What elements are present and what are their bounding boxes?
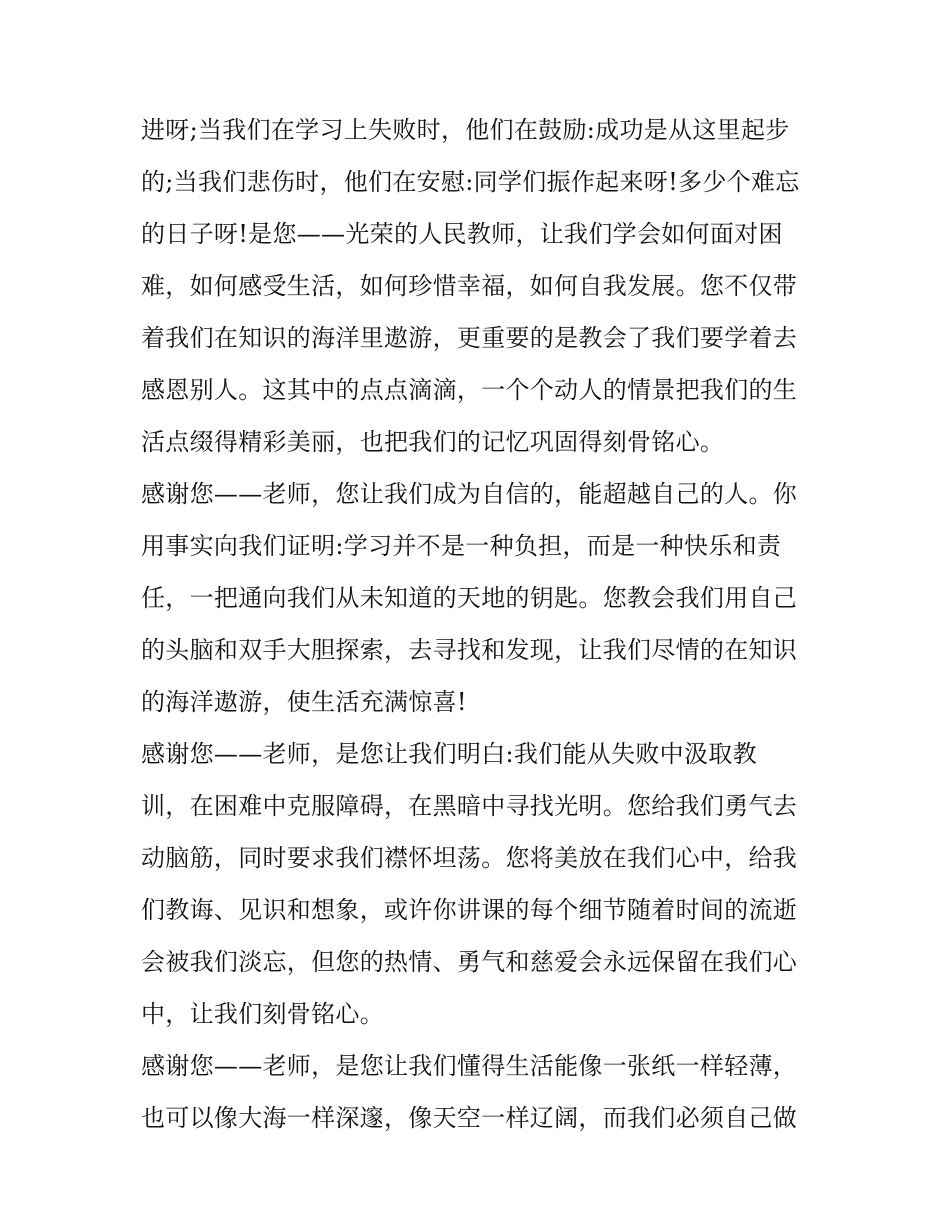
text-line-14: 训，在困难中克服障碍，在黑暗中寻找光明。您给我们勇气去 bbox=[141, 792, 798, 820]
text-line-6: 感恩别人。这其中的点点滴滴，一个个动人的情景把我们的生 bbox=[141, 376, 798, 404]
text-line-13: 感谢您——老师，是您让我们明白:我们能从失败中汲取教 bbox=[141, 740, 757, 768]
body-text bbox=[141, 104, 821, 1144]
text-line-18: 中，让我们刻骨铭心。 bbox=[141, 1000, 384, 1028]
text-line-16: 们教诲、见识和想象，或许你讲课的每个细节随着时间的流逝 bbox=[141, 896, 798, 924]
text-line-19: 感谢您——老师，是您让我们懂得生活能像一张纸一样轻薄， bbox=[141, 1052, 798, 1080]
text-line-9: 用事实向我们证明:学习并不是一种负担，而是一种快乐和责 bbox=[141, 532, 782, 560]
text-line-7: 活点缀得精彩美丽，也把我们的记忆巩固得刻骨铭心。 bbox=[141, 428, 725, 456]
text-line-1: 进呀;当我们在学习上失败时，他们在鼓励:成功是从这里起步 bbox=[141, 116, 790, 144]
text-line-12: 的海洋遨游，使生活充满惊喜! bbox=[141, 688, 467, 716]
text-line-2: 的;当我们悲伤时，他们在安慰:同学们振作起来呀!多少个难忘 bbox=[141, 168, 800, 196]
text-line-20: 也可以像大海一样深邃，像天空一样辽阔，而我们必须自己做 bbox=[141, 1104, 798, 1132]
text-line-5: 着我们在知识的海洋里遨游，更重要的是教会了我们要学着去 bbox=[141, 324, 798, 352]
text-line-17: 会被我们淡忘，但您的热情、勇气和慈爱会永远保留在我们心 bbox=[141, 948, 798, 976]
text-line-3: 的日子呀!是您——光荣的人民教师，让我们学会如何面对困 bbox=[141, 220, 783, 248]
text-line-11: 的头脑和双手大胆探索，去寻找和发现，让我们尽情的在知识 bbox=[141, 636, 798, 664]
text-line-4: 难，如何感受生活，如何珍惜幸福，如何自我发展。您不仅带 bbox=[141, 272, 798, 300]
text-line-10: 任，一把通向我们从未知道的天地的钥匙。您教会我们用自己 bbox=[141, 584, 798, 612]
text-line-8: 感谢您——老师，您让我们成为自信的，能超越自己的人。你 bbox=[141, 480, 798, 508]
text-line-15: 动脑筋，同时要求我们襟怀坦荡。您将美放在我们心中，给我 bbox=[141, 844, 798, 872]
